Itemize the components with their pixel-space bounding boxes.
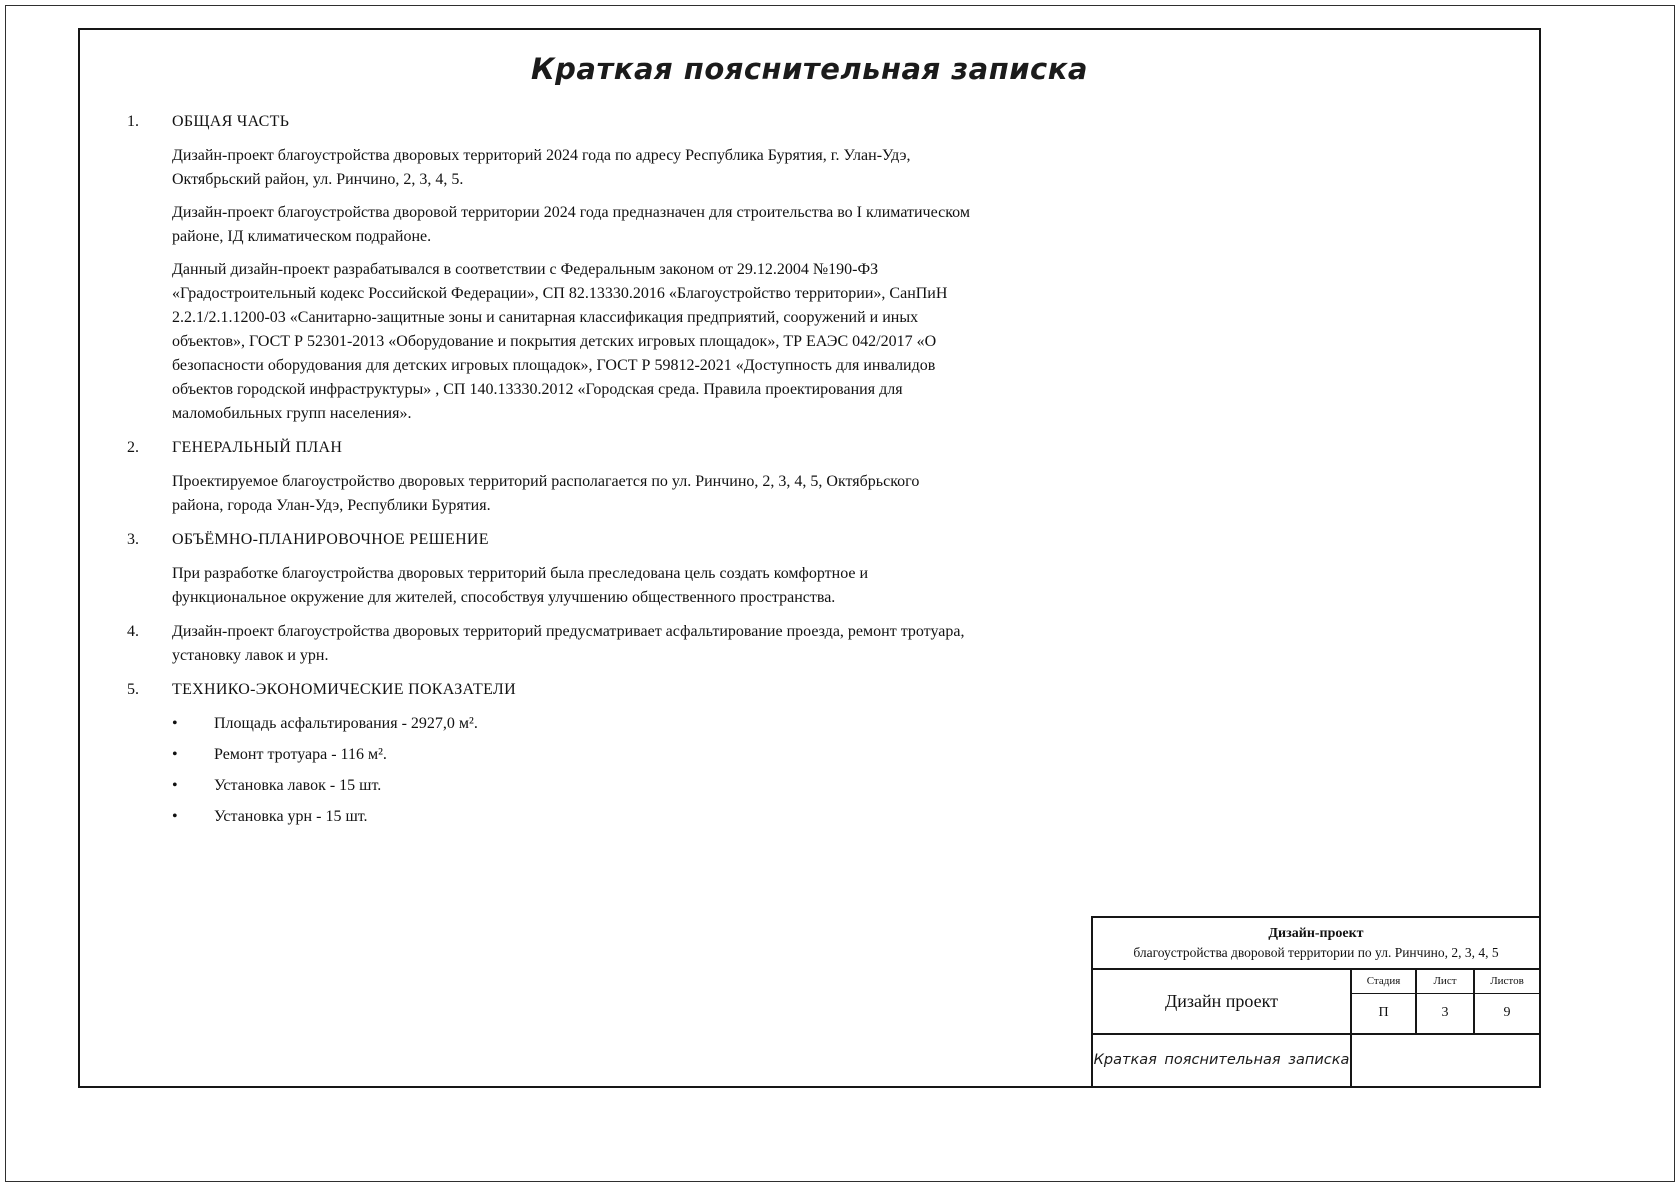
list-item xyxy=(172,774,972,798)
section-body xyxy=(172,528,972,610)
empty-cell xyxy=(1352,1035,1539,1086)
section-number: 3. xyxy=(127,531,139,548)
bullet-list xyxy=(172,712,972,829)
list-item xyxy=(172,712,972,736)
bullet-icon: • xyxy=(172,715,178,732)
drawing-frame xyxy=(78,28,1541,1088)
section-heading: ОБЩАЯ ЧАСТЬ xyxy=(172,113,290,130)
section-heading: ТЕХНИКО-ЭКОНОМИЧЕСКИЕ ПОКАЗАТЕЛИ xyxy=(172,681,516,698)
stamp-table xyxy=(1352,970,1539,1033)
title-block-bottom xyxy=(1093,1035,1539,1086)
sheet-value: 3 xyxy=(1441,1005,1449,1021)
document-body xyxy=(80,110,1539,836)
document-type: Дизайн проект xyxy=(1093,970,1352,1033)
paragraph: Данный дизайн-проект разрабатывался в соответствии с Федеральным законом от 29.12.2004 №190-ФЗ «Градостроительный кодекс Российской Федерации», СП 82.13330.2016 «Благоустройство территории», СанПиН 2.2.1/2.1.1200-03 «Санитарно-защитные зоны и санитарная классификация предприятий, сооружений и иных объектов», ГОСТ Р 52301-2013 «Оборудование и покрытия детских игровых площадок», ТР ЕАЭС 042/2017 «О безопасности оборудования для детских игровых площадок», ГОСТ Р 59812-2021 «Доступность для инвалидов объектов городской инфраструктуры» , СП 140.13330.2012 «Городская среда. Правила проектирования для маломобильных групп населения». xyxy=(172,261,948,422)
list-item xyxy=(172,743,972,767)
section-number: 4. xyxy=(127,623,139,640)
section-number: 2. xyxy=(127,439,139,456)
title-block-middle xyxy=(1093,970,1539,1035)
stage-value: П xyxy=(1378,1005,1389,1021)
section-number: 5. xyxy=(127,681,139,698)
section-number: 1. xyxy=(127,113,139,130)
project-address: благоустройства дворовой территории по ул. Ринчино, 2, 3, 4, 5 xyxy=(1133,944,1499,960)
paragraph: Проектируемое благоустройство дворовых территорий располагается по ул. Ринчино, 2, 3, 4, 5, Октябрьского района, города Улан-Удэ, Республики Бурятия. xyxy=(172,473,920,514)
section-body xyxy=(172,436,972,518)
section-4 xyxy=(127,620,1539,668)
section-heading: ОБЪЁМНО-ПЛАНИРОВОЧНОЕ РЕШЕНИЕ xyxy=(172,531,489,548)
bullet-icon: • xyxy=(172,746,178,763)
section-2 xyxy=(127,436,1539,518)
stage-header: Стадия xyxy=(1352,970,1415,994)
page-title: Краткая пояснительная записка xyxy=(530,52,1089,86)
list-item-text: Установка лавок - 15 шт. xyxy=(214,777,382,794)
paragraph: При разработке благоустройства дворовых территорий была преследована цель создать комфортное и функциональное окружение для жителей, способствуя улучшению общественного пространства. xyxy=(172,565,869,606)
title-block-project xyxy=(1093,918,1539,970)
list-item xyxy=(172,805,972,829)
section-5 xyxy=(127,678,1539,836)
section-heading: ГЕНЕРАЛЬНЫЙ ПЛАН xyxy=(172,439,343,456)
list-item-text: Установка урн - 15 шт. xyxy=(214,808,368,825)
section-1 xyxy=(127,110,1539,426)
section-body xyxy=(172,620,972,668)
list-item-text: Ремонт тротуара - 116 м². xyxy=(214,746,387,763)
project-name: Дизайн-проект xyxy=(1268,926,1364,941)
title-block xyxy=(1091,916,1539,1086)
sheet-title: Краткая пояснительная записка xyxy=(1093,1035,1352,1086)
section-3 xyxy=(127,528,1539,610)
sheets-header: Листов xyxy=(1475,970,1539,994)
sheet-header: Лист xyxy=(1417,970,1473,994)
sheets-column xyxy=(1475,970,1539,1033)
bullet-icon: • xyxy=(172,777,178,794)
sheet-column xyxy=(1417,970,1475,1033)
list-item-text: Площадь асфальтирования - 2927,0 м². xyxy=(214,715,478,732)
paragraph: Дизайн-проект благоустройства дворовой территории 2024 года предназначен для строительства во I климатическом районе, IД климатическом подрайоне. xyxy=(172,204,970,245)
section-body xyxy=(172,678,972,836)
paragraph: Дизайн-проект благоустройства дворовых территорий предусматривает асфальтирование проезда, ремонт тротуара, установку лавок и урн. xyxy=(172,623,965,664)
section-body xyxy=(172,110,972,426)
paragraph: Дизайн-проект благоустройства дворовых территорий 2024 года по адресу Республика Бурятия, г. Улан-Удэ, Октябрьский район, ул. Ринчино, 2, 3, 4, 5. xyxy=(172,147,911,188)
sheets-value: 9 xyxy=(1503,1005,1511,1021)
bullet-icon: • xyxy=(172,808,178,825)
stage-column xyxy=(1352,970,1417,1033)
